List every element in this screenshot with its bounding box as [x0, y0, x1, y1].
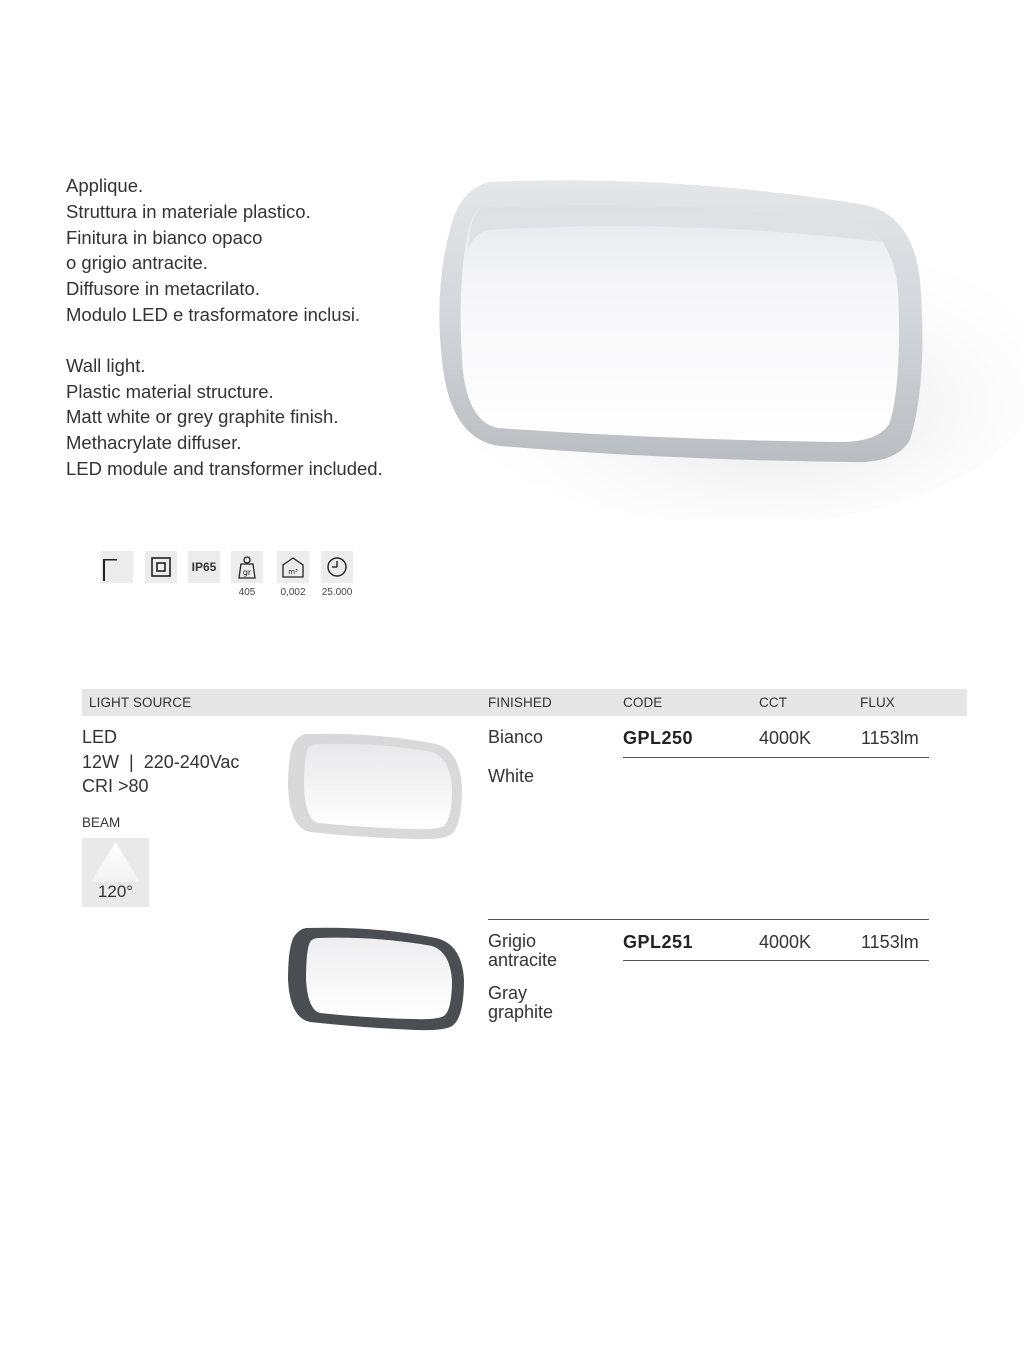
description-line: Finitura in bianco opaco: [66, 226, 263, 248]
cct-value: 4000K: [759, 728, 812, 748]
product-hero-image: [420, 160, 1024, 520]
ip-rating-label: IP65: [191, 560, 217, 574]
flux-value: 1153lm: [861, 728, 919, 748]
header-code: CODE: [623, 695, 663, 710]
flux-value: 1153lm: [861, 932, 919, 952]
header-cct: CCT: [759, 695, 788, 710]
product-code: GPL250: [623, 728, 694, 748]
product-description: [66, 173, 446, 507]
lifetime-value: 25.000: [321, 587, 353, 598]
finish-english: White: [488, 766, 535, 786]
cct-value: 4000K: [759, 932, 812, 952]
table-header: [82, 689, 967, 716]
beam-label: BEAM: [82, 815, 121, 830]
light-source-cri: CRI >80: [82, 776, 149, 796]
description-line: o grigio antracite.: [66, 252, 208, 274]
description-line: Matt white or grey graphite finish.: [66, 406, 339, 428]
header-flux: FLUX: [860, 695, 895, 710]
description-line: Methacrylate diffuser.: [66, 432, 242, 454]
header-light-source: LIGHT SOURCE: [89, 695, 192, 710]
wall-mount-icon: [101, 551, 133, 583]
weight-icon: [231, 551, 263, 583]
description-italian: [66, 173, 446, 328]
finish-italian-line: antracite: [488, 950, 558, 970]
description-line: Applique.: [66, 175, 144, 196]
weight-value: 405: [238, 587, 256, 598]
finish-english: [488, 984, 553, 1022]
row-divider: [623, 757, 929, 758]
beam-angle: 120°: [97, 882, 134, 901]
svg-text:gr: gr: [242, 568, 252, 577]
product-code: GPL251: [623, 932, 694, 952]
description-line: Struttura in materiale plastico.: [66, 200, 311, 222]
class-ii-insulation-icon: [145, 551, 177, 583]
row-divider: [488, 919, 929, 920]
description-line: Plastic material structure.: [66, 380, 274, 402]
description-line: Diffusore in metacrilato.: [66, 278, 260, 300]
volume-icon: [277, 551, 309, 583]
product-thumbnail-white: [276, 728, 476, 848]
svg-text:m³: m³: [288, 568, 298, 576]
row-divider: [623, 960, 929, 961]
description-line: Wall light.: [66, 354, 146, 376]
beam-cone-icon: [91, 842, 140, 882]
finish-english-line: graphite: [488, 1002, 554, 1022]
lifetime-hours-icon: [321, 551, 353, 583]
light-source-power: 12W | 220-240Vac: [82, 751, 240, 772]
finish-italian-line: Grigio: [488, 931, 537, 951]
product-thumbnail-graphite: [276, 920, 476, 1035]
light-source-type: LED: [82, 727, 118, 747]
ip-rating-icon: [188, 551, 220, 583]
description-english: [66, 353, 446, 482]
header-finished: FINISHED: [488, 695, 552, 710]
beam-diagram: [82, 838, 149, 907]
description-line: LED module and transformer included.: [66, 457, 383, 479]
volume-value: 0,002: [280, 587, 306, 598]
finish-italian: Bianco: [488, 727, 544, 747]
finish-english-line: Gray: [488, 983, 528, 1003]
finish-italian: [488, 932, 557, 970]
description-line: Modulo LED e trasformatore inclusi.: [66, 303, 361, 325]
light-source-specs: [82, 725, 239, 799]
